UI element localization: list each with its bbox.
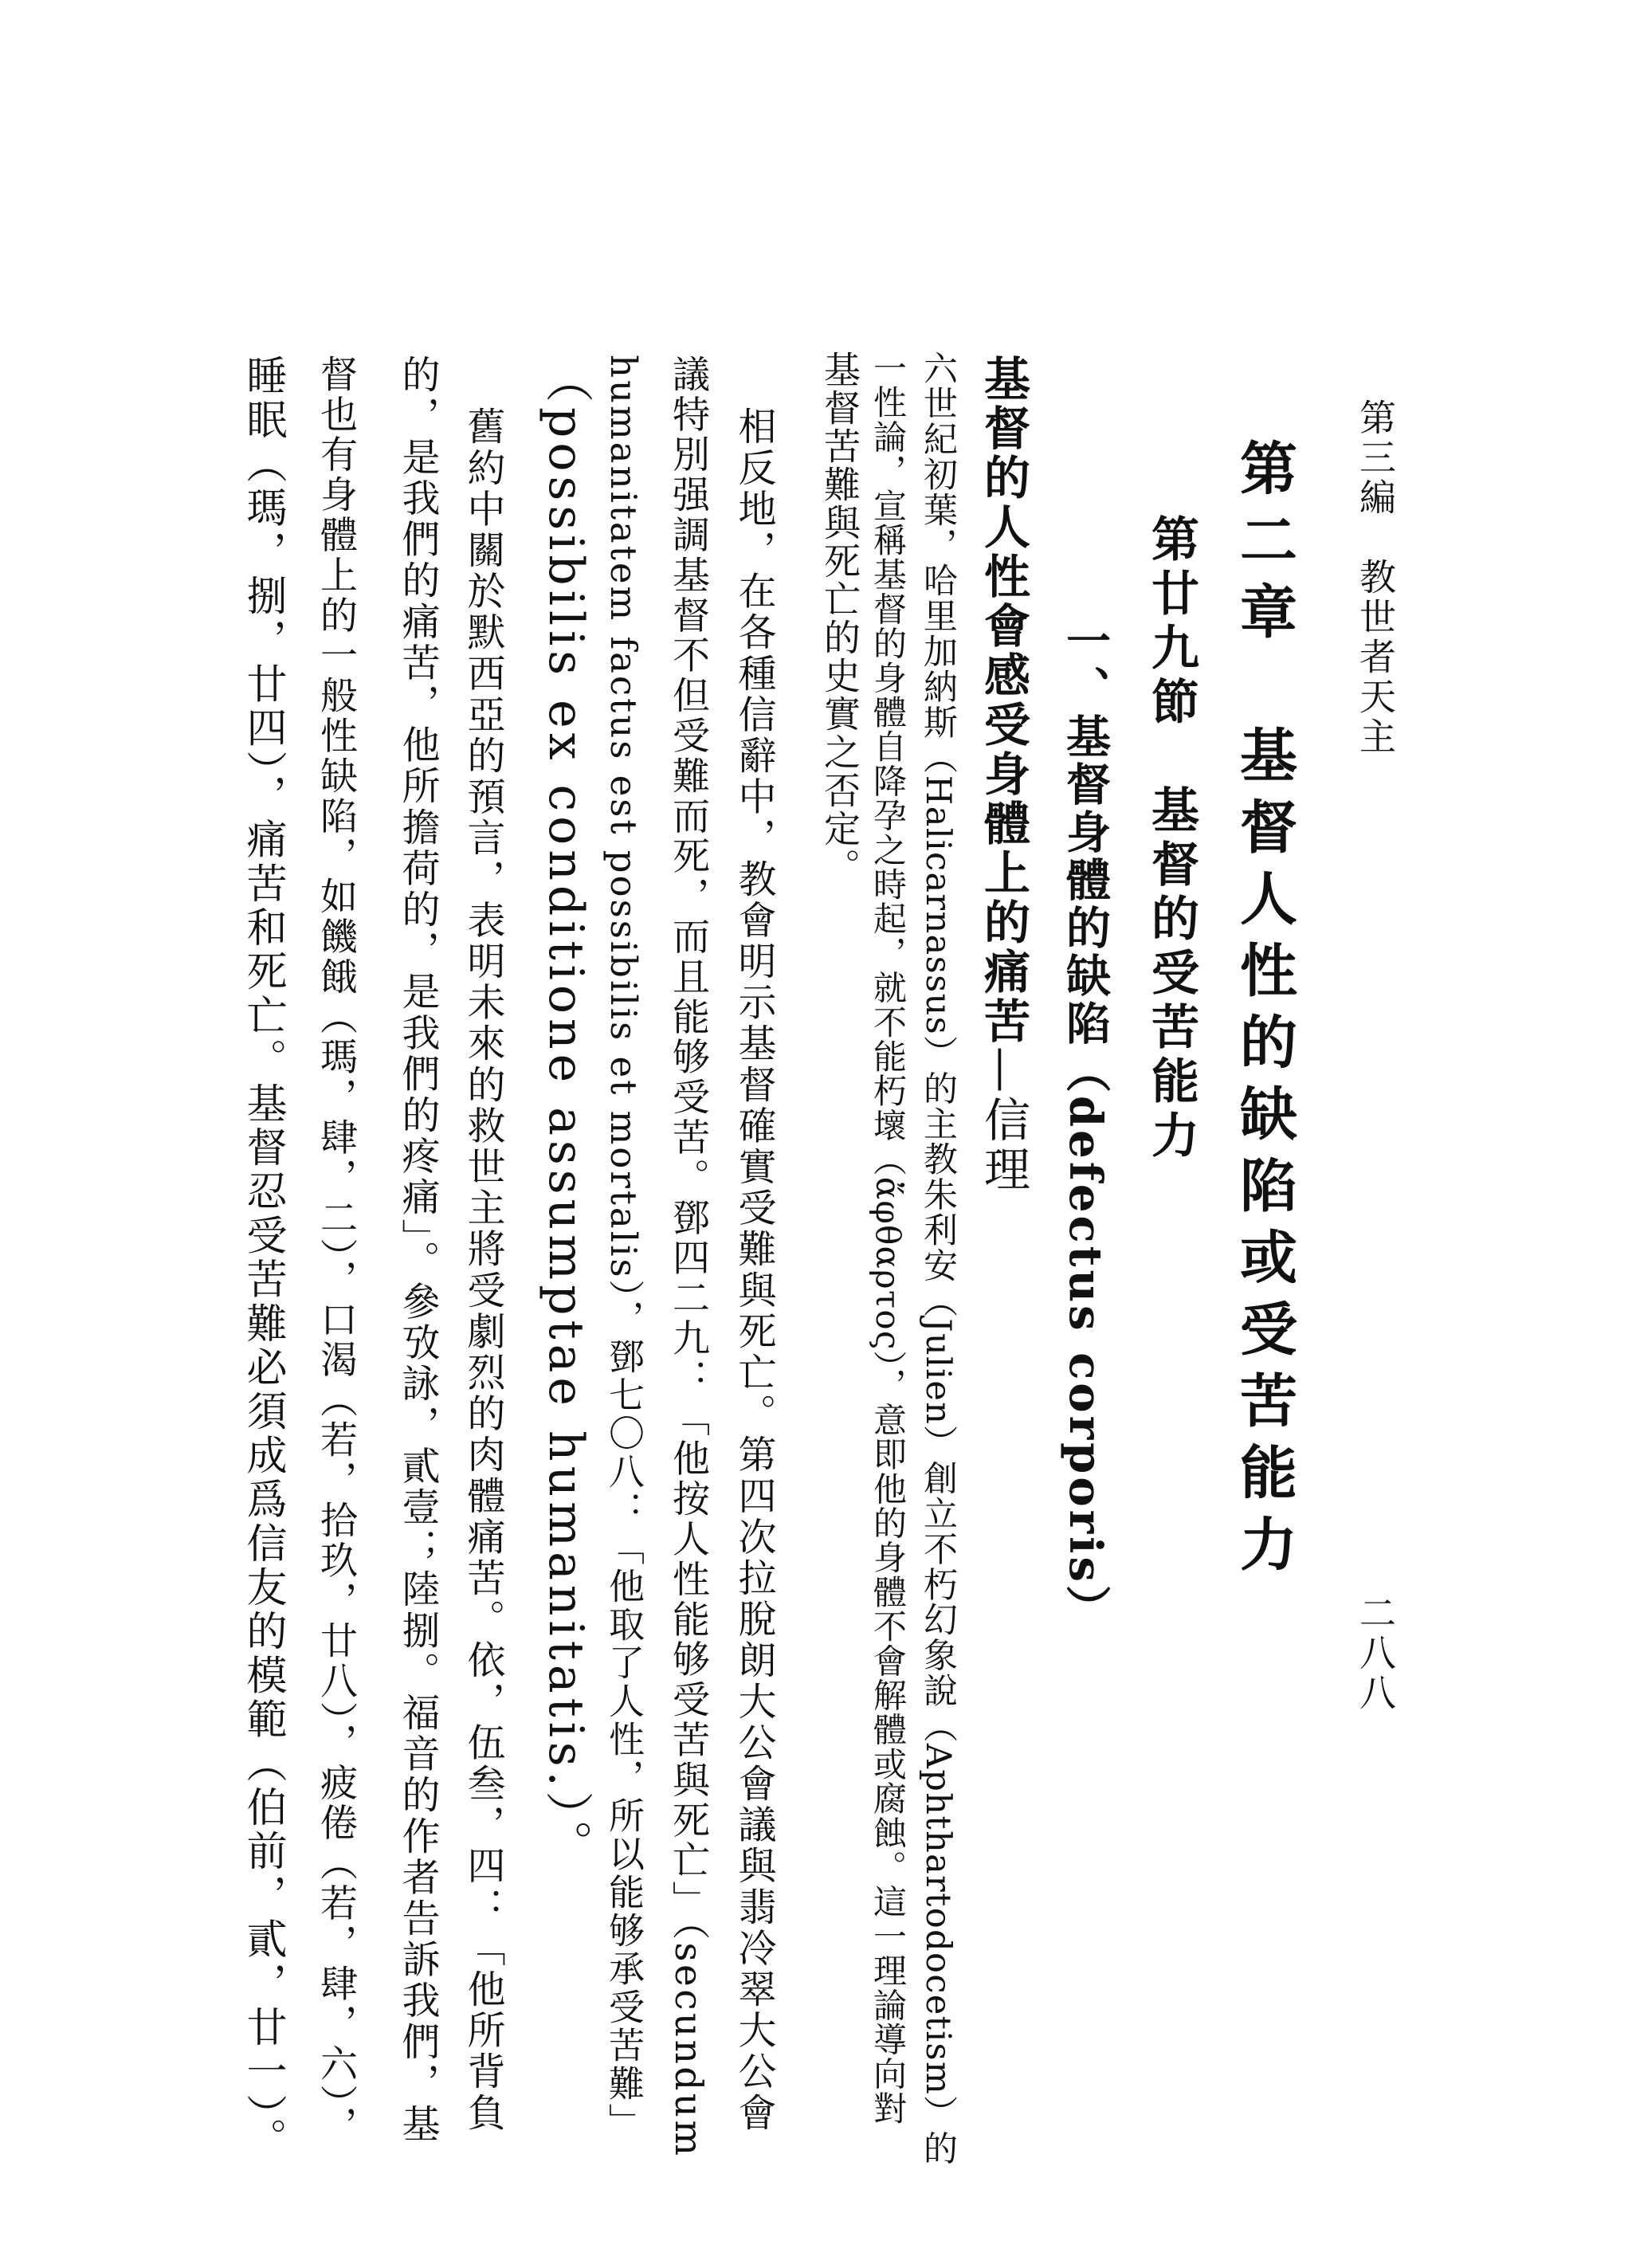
thesis-text: 基督的人性會感受身體上的痛苦 (976, 355, 1030, 1046)
paragraph-line: 議特別强調基督不但受難而死，而且能够受苦。鄧四二九：「他按人性能够受苦與死亡」（secundum (666, 355, 710, 2159)
chapter-title: 第二章 基督人性的缺陷或受苦能力 (1230, 438, 1298, 1586)
running-head: 第三編 教世者天主 (1354, 398, 1397, 757)
paragraph-line: 督也有身體上的一般性缺陷，如饑餓（瑪，肆，二），口渴（若，拾玖，廿八），疲倦（若，肆，六）， (314, 355, 358, 2146)
page-number: 二八八 (1354, 1594, 1397, 1713)
paragraph-line: humanitatem factus est possibilis et mortalis），鄧七〇八：「他取了人性，所以能够承受苦難」 (602, 355, 645, 2142)
thesis-heading (976, 355, 1030, 1195)
paragraph-line: （possibilis ex conditione assumptae humanitatis.）。 (538, 355, 594, 1873)
paragraph-line: 舊約中關於默西亞的預言，表明未來的救世主將受劇烈的肉體痛苦。依，伍叁，四：「他所背負 (461, 406, 505, 2134)
note-line: 一性論，宣稱基督的身體自降孕之時起，就不能朽壞（ἄφθαρτος），意即他的身體不會解體或腐蝕。這一理論導向對 (869, 351, 908, 2126)
section-title: 第廿九節 基督的受苦能力 (1144, 514, 1199, 1164)
paragraph-line: 相反地，在各種信辭中，教會明示基督確實受難與死亡。第四次拉脫朗大公會議與翡冷翠大公會 (732, 406, 776, 2134)
note-line: 六世紀初葉，哈里加納斯（Halicarnassus）的主教朱利安（Julien）創立不朽幻象說（Aphthartodocetism）的 (918, 351, 958, 2166)
note-line: 基督苦難與死亡的史實之否定。 (818, 351, 861, 886)
paragraph-line: 的，是我們的痛苦，他所擔荷的，是我們的疼痛」。參攷詠，貳壹；陸捌。福音的作者告訴我們，基 (395, 355, 440, 2145)
paragraph-line: 睡眠（瑪，捌，廿四），痛苦和死亡。基督忍受苦難必須成爲信友的模範（伯前，貳，廿一）。 (239, 355, 286, 2162)
subsection-title: 一、基督身體的缺陷（defectus corporis） (1059, 618, 1112, 1633)
thesis-tag: —信理 (976, 1046, 1030, 1195)
